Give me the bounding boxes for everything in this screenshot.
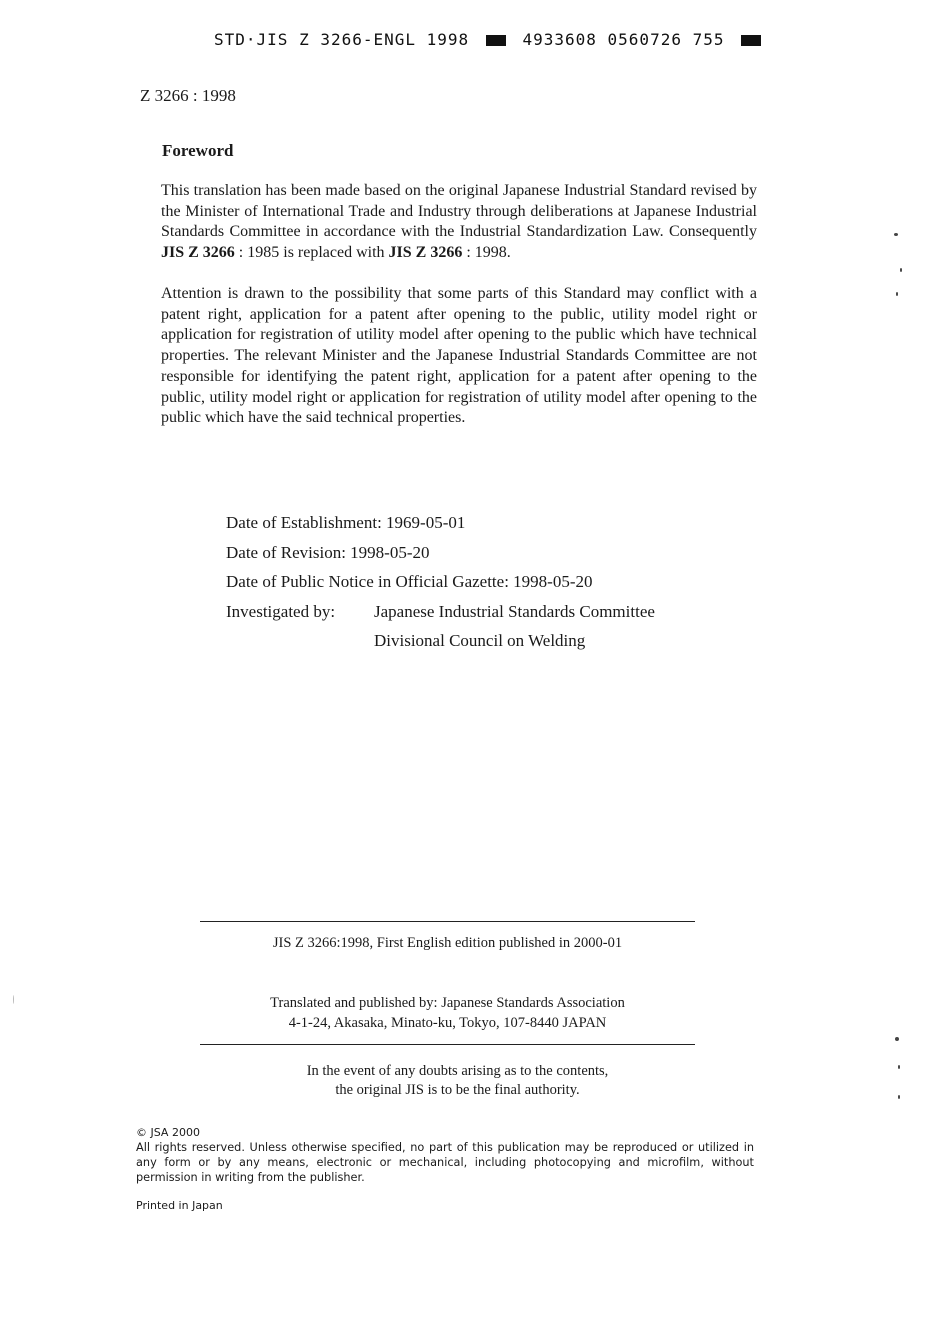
stamp-left-text: STD·JIS Z 3266-ENGL 1998 xyxy=(214,30,470,49)
stamp-code-text: 4933608 0560726 755 xyxy=(522,30,725,49)
publisher-address: 4-1-24, Akasaka, Minato-ku, Tokyo, 107-8440 JAPAN xyxy=(288,1015,607,1031)
authority-line: In the event of any doubts arising as to the contents, xyxy=(306,1063,609,1079)
authority-note xyxy=(200,1062,715,1100)
date-revision: Date of Revision: 1998-05-20 xyxy=(226,542,430,562)
foreword-paragraph-1 xyxy=(161,181,757,264)
publisher-block xyxy=(200,993,695,1033)
scan-speck xyxy=(898,1095,900,1099)
investigated-label: Investigated by: xyxy=(226,601,336,621)
dates-block xyxy=(226,508,655,656)
document-stamp xyxy=(214,30,767,49)
foreword-paragraph-2: Attention is drawn to the possibility that some parts of this Standard may conflict with a patent right, application for a patent after opening to the public, utility model right or application for registration of utility model after opening to the public which have technical properties. The relevant Minister and the Japanese Industrial Standards Committee are not responsible for identifying the patent right, application for a patent after opening to the public, utility model right or application for registration of utility model after opening to the public which have the said technical properties. xyxy=(161,285,757,427)
scan-speck xyxy=(896,292,898,296)
printed-in: Printed in Japan xyxy=(136,1199,223,1212)
redaction-block xyxy=(741,35,761,46)
publisher-line: Translated and published by: Japanese Standards Association xyxy=(270,995,625,1011)
divider xyxy=(200,921,695,922)
scan-speck xyxy=(900,268,902,272)
standard-ref: JIS Z 3266 xyxy=(388,244,463,262)
foreword-text: : 1985 is replaced with xyxy=(234,244,389,262)
date-public-notice: Date of Public Notice in Official Gazette: 1998-05-20 xyxy=(226,572,593,591)
foreword-text: : 1998. xyxy=(462,244,511,262)
authority-line: the original JIS is to be the final authority. xyxy=(335,1082,580,1098)
date-establishment: Date of Establishment: 1969-05-01 xyxy=(226,513,466,532)
standard-ref: JIS Z 3266 xyxy=(161,244,235,262)
rights-notice: All rights reserved. Unless otherwise specified, no part of this publication may be reproduced or utilized in any form or by any means, electronic or mechanical, including photocopying and microfilm, without permission in writing from the publisher. xyxy=(136,1141,754,1184)
scan-speck xyxy=(895,1037,899,1041)
investigated-committee: Japanese Industrial Standards Committee xyxy=(374,601,655,621)
investigated-council: Divisional Council on Welding xyxy=(374,631,586,650)
foreword-text: This translation has been made based on the original Japanese Industrial Standard revised by the Minister of International Trade and Industry through deliberations at Japanese Industrial Standards Committee in accordance with the Industrial Standardization Law. Consequently xyxy=(161,182,757,241)
investigated-by xyxy=(226,597,655,627)
divider xyxy=(200,1044,695,1045)
foreword-heading: Foreword xyxy=(162,141,234,160)
copyright-line: © JSA 2000 xyxy=(136,1126,200,1139)
redaction-block xyxy=(486,35,506,46)
scan-speck xyxy=(898,1065,900,1069)
scan-speck xyxy=(13,995,14,1004)
scan-speck xyxy=(894,233,898,236)
edition-note: JIS Z 3266:1998, First English edition published in 2000-01 xyxy=(272,935,623,951)
document-id: Z 3266 : 1998 xyxy=(140,86,236,105)
